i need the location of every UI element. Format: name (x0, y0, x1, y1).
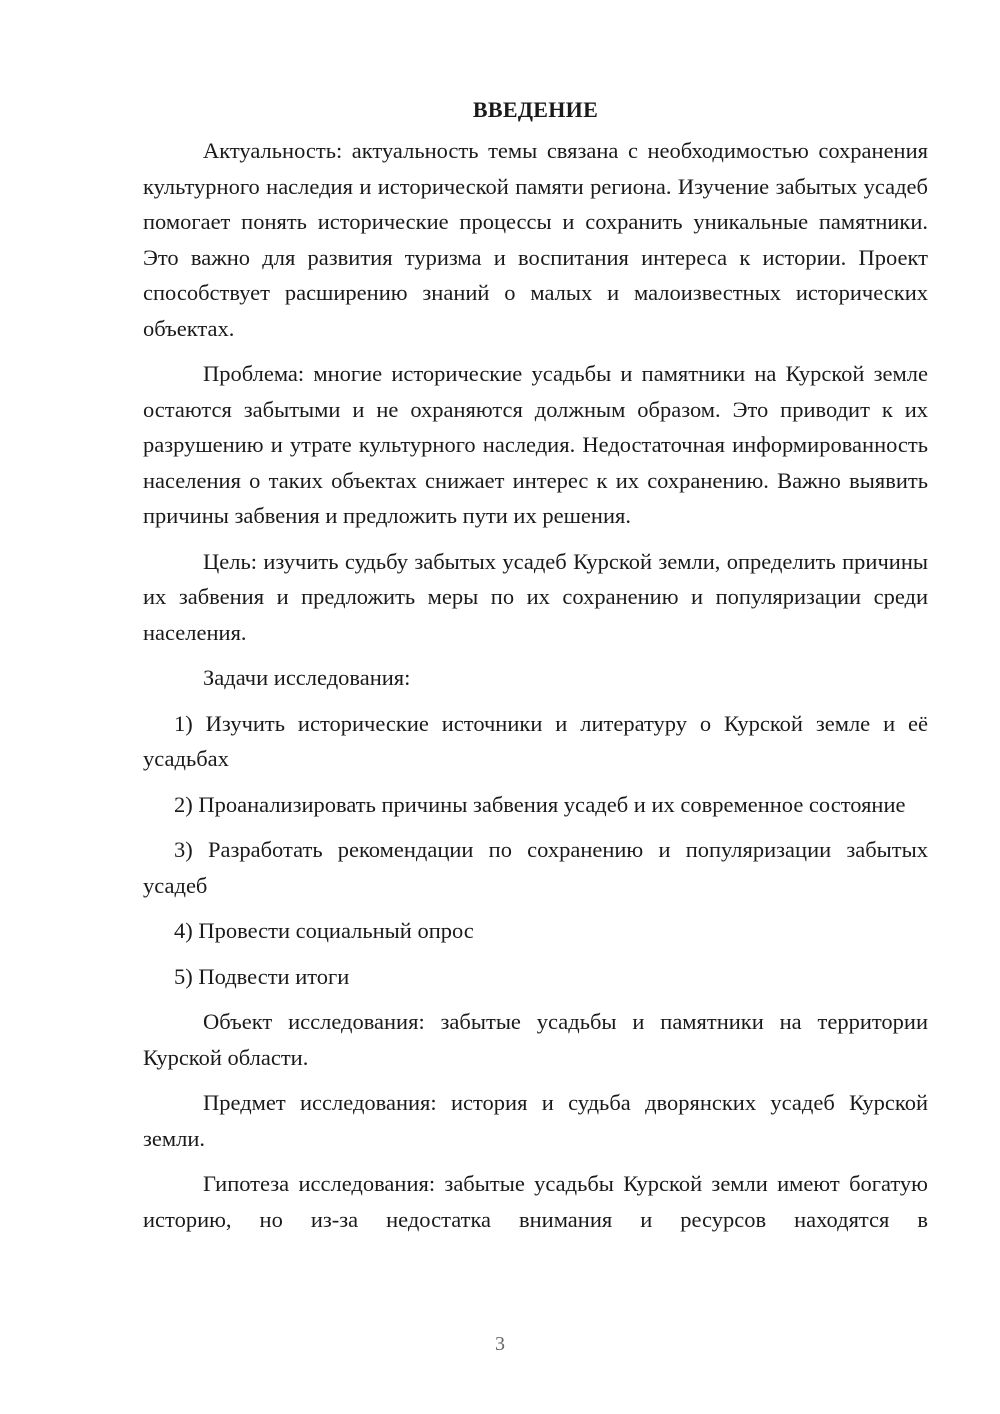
document-page (143, 95, 928, 1247)
task-item-3: 3) Разработать рекомендации по сохранению и популяризации забытых усадеб (143, 837, 928, 898)
paragraph-tasks-heading: Задачи исследования: (203, 665, 411, 690)
paragraph-relevance: Актуальность: актуальность темы связана с необходимостью сохранения культурного наследия и исторической памяти региона. Изучение забытых усадеб помогает понять исторические процессы и сохранить уникальные памятники. Это важно для развития туризма и воспитания интереса к истории. Проект способствует расширению знаний о малых и малоизвестных исторических объектах. (143, 138, 928, 341)
task-item-1: 1) Изучить исторические источники и литературу о Курской земле и её усадьбах (143, 710, 928, 771)
task-item-4: 4) Провести социальный опрос (174, 918, 474, 943)
section-heading: ВВЕДЕНИЕ (472, 97, 599, 122)
paragraph-object: Объект исследования: забытые усадьбы и памятники на территории Курской области. (143, 1009, 928, 1070)
page-number: 3 (495, 1333, 505, 1355)
paragraph-goal: Цель: изучить судьбу забытых усадеб Курской земли, определить причины их забвения и предложить меры по их сохранению и популяризации среди населения. (143, 548, 928, 645)
task-item-5: 5) Подвести итоги (174, 963, 350, 989)
paragraph-subject: Предмет исследования: история и судьба дворянских усадеб Курской земли. (143, 1090, 928, 1151)
task-item-2: 2) Проанализировать причины забвения усадеб и их современное состояние (174, 791, 906, 817)
paragraph-problem: Проблема: многие исторические усадьбы и памятники на Курской земле остаются забытыми и не охраняются должным образом. Это приводит к их разрушению и утрате культурного наследия. Недостаточная информированность населения о таких объектах снижает интерес к их сохранению. Важно выявить причины забвения и предложить пути их решения. (143, 361, 928, 528)
paragraph-hypothesis: Гипотеза исследования: забытые усадьбы Курской земли имеют богатую историю, но из-за недостатка внимания и ресурсов находятся в (143, 1171, 928, 1232)
